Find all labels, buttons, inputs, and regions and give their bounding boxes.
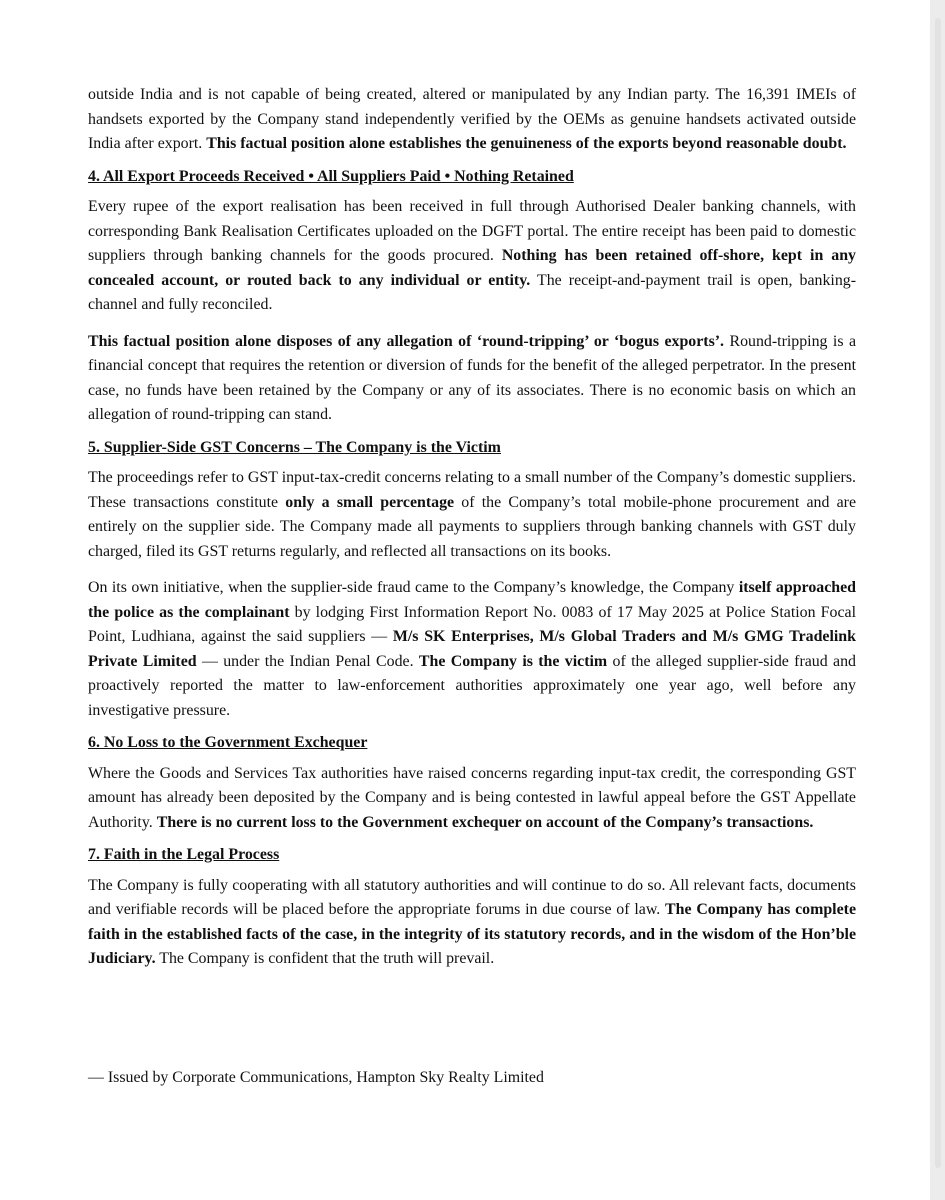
- scrollbar-thumb[interactable]: [935, 18, 941, 1168]
- section-7-heading: 7. Faith in the Legal Process: [88, 846, 280, 863]
- vertical-scrollbar[interactable]: [930, 0, 945, 1200]
- intro-paragraph: [88, 83, 856, 157]
- intro-bold-text: This factual position alone establishes the genuineness of the exports beyond reasonable doubt.: [206, 135, 847, 152]
- section-5-paragraph-1: The proceedings refer to GST input-tax-credit concerns relating to a small number of the Company’s domestic suppliers. These transactions constitute only a small percentage of the Company’s total mobile-phone procurement and are entirely on the supplier side. The Company made all payments to suppliers through banking channels with GST duly charged, filed its GST returns regularly, and reflected all transactions on its books.: [88, 469, 857, 560]
- section-4-paragraph-1: Every rupee of the export realisation has been received in full through Authorised Dealer banking channels, with corresponding Bank Realisation Certificates uploaded on the DGFT portal. The entire receipt has been paid to domestic suppliers through banking channels for the goods procured. Nothing has been retained off-shore, kept in any concealed account, or routed back to any individual or entity. The receipt-and-payment trail is open, banking-channel and fully reconciled.: [88, 198, 856, 313]
- issuer-signoff: — Issued by Corporate Communications, Hampton Sky Realty Limited: [88, 1069, 544, 1086]
- section-5-paragraph-2: On its own initiative, when the supplier-side fraud came to the Company’s knowledge, the Company itself approached the police as the complainant by lodging First Information Report No. 0083 of 17 May 2025 at Police Station Focal Point, Ludhiana, against the said suppliers — M/s SK Enterprises, M/s Global Traders and M/s GMG Tradelink Private Limited — under the Indian Penal Code. The Company is the victim of the alleged supplier-side fraud and proactively reported the matter to law-enforcement authorities approximately one year ago, well before any investigative pressure.: [88, 579, 856, 719]
- section-4-paragraph-2: This factual position alone disposes of any allegation of ‘round-tripping’ or ‘bogus exports’. Round-tripping is a financial concept that requires the retention or diversion of funds for the benefit of the alleged perpetrator. In the present case, no funds have been retained by the Company or any of its associates. There is no economic basis on which an allegation of round-tripping can stand.: [88, 332, 856, 423]
- section-4-heading: 4. All Export Proceeds Received • All Suppliers Paid • Nothing Retained: [88, 167, 574, 185]
- section-6-heading: 6. No Loss to the Government Exchequer: [88, 734, 368, 751]
- section-7-paragraph-1: The Company is fully cooperating with all statutory authorities and will continue to do so. All relevant facts, documents and verifiable records will be placed before the appropriate forums in due course of law. The Company has complete faith in the established facts of the case, in the integrity of its statutory records, and in the wisdom of the Hon’ble Judiciary. The Company is confident that the truth will prevail.: [88, 876, 856, 967]
- section-6-paragraph-1: Where the Goods and Services Tax authorities have raised concerns regarding input-tax credit, the corresponding GST amount has already been deposited by the Company and is being contested in lawful appeal before the GST Appellate Authority. There is no current loss to the Government exchequer on account of the Company’s transactions.: [88, 764, 856, 831]
- intro-text: outside India and is not capable of being created, altered or manipulated by any Indian party. The 16,391 IMEIs of handsets exported by the Company stand independently verified by the OEMs as genuine handsets activated outside India after export.: [88, 86, 856, 152]
- document-body: [88, 83, 856, 972]
- section-5-heading: 5. Supplier-Side GST Concerns – The Company is the Victim: [88, 438, 501, 456]
